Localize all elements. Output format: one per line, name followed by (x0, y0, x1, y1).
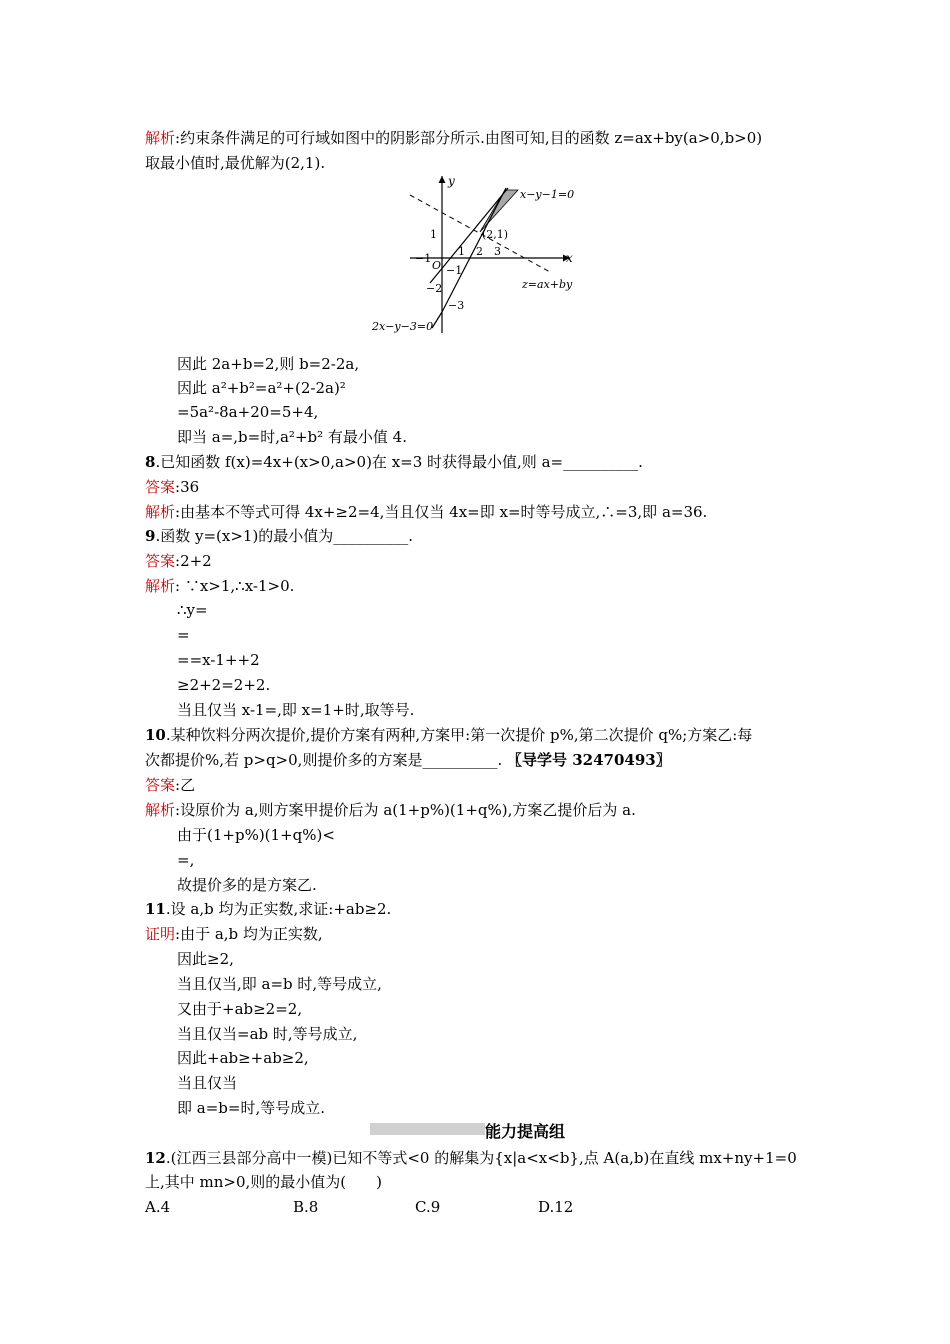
intro-line-1: 解析:约束条件满足的可行域如图中的阴影部分所示.由图可知,目的函数 z=ax+by(a>0,b>0) (145, 129, 763, 147)
choice-c: C.9 (415, 1198, 441, 1216)
step-11-4: 当且仅当=ab 时,等号成立, (177, 1025, 358, 1043)
tick-x-3: 3 (494, 245, 501, 258)
choice-b: B.8 (293, 1198, 319, 1216)
step-11-1: 因此≥2, (177, 950, 234, 968)
tick-x-2: 2 (476, 245, 483, 258)
step-9-2: = (177, 626, 190, 644)
answer-8: 答案:36 (145, 478, 200, 496)
line-2x-y-3-label: 2x−y−3=0 (372, 320, 434, 333)
answer-9: 答案:2+2 (145, 552, 212, 570)
step-11-2: 当且仅当,即 a=b 时,等号成立, (177, 975, 382, 993)
step-9-5: 当且仅当 x-1=,即 x=1+时,取等号. (177, 701, 415, 719)
tick-y-neg3: −3 (448, 299, 465, 312)
axis-y-label: y (448, 174, 455, 188)
axis-x-label: x (566, 251, 573, 265)
analysis-10: 解析:设原价为 a,则方案甲提价后为 a(1+p%)(1+q%),方案乙提价后为 a. (145, 801, 636, 819)
intro-line-2: 取最小值时,最优解为(2,1). (145, 154, 326, 172)
step-9-1: ∴y= (177, 601, 208, 619)
choice-a: A.4 (145, 1198, 171, 1216)
step-a-1: 因此 2a+b=2,则 b=2-2a, (177, 355, 360, 373)
proof-11: 证明:由于 a,b 均为正实数, (145, 925, 323, 943)
line-2x-y-3-tail (432, 312, 442, 328)
feasible-region-graph (370, 170, 580, 335)
step-11-5: 因此+ab≥+ab≥2, (177, 1049, 309, 1067)
tick-x-1: 1 (458, 245, 465, 258)
section-bar (370, 1123, 485, 1135)
analysis-8: 解析:由基本不等式可得 4x+≥2=4,当且仅当 4x=即 x=时等号成立,∴=3,即 a=36. (145, 503, 708, 521)
question-10-line-2: 次都提价%,若 p>q>0,则提价多的方案是__________. 〖导学号 32470493〗 (145, 751, 671, 769)
analysis-label: 解析 (145, 129, 176, 147)
origin-label: O (432, 259, 442, 272)
question-9: 9.函数 y=(x>1)的最小值为__________. (145, 527, 414, 545)
guide-number: 〖导学号 32470493〗 (506, 751, 671, 769)
step-9-4: ≥2+2=2+2. (177, 676, 271, 694)
analysis-9: 解析: ∵x>1,∴x-1>0. (145, 577, 295, 595)
choice-d: D.12 (538, 1198, 574, 1216)
step-10-3: 故提价多的是方案乙. (177, 876, 317, 894)
step-11-3: 又由于+ab≥2=2, (177, 1000, 303, 1018)
section-title: 能力提高组 (485, 1122, 566, 1141)
tick-y-1: 1 (430, 228, 437, 241)
tick-y-neg2: −2 (426, 282, 443, 295)
objective-line-label: z=ax+by (522, 278, 573, 291)
question-8: 8.已知函数 f(x)=4x+(x>0,a>0)在 x=3 时获得最小值,则 a=__________. (145, 453, 643, 471)
answer-10: 答案:乙 (145, 776, 196, 794)
feasible-region (480, 190, 518, 232)
tick-y-neg1: −1 (446, 264, 463, 277)
step-a-4: 即当 a=,b=时,a²+b² 有最小值 4. (177, 428, 407, 446)
line-x-y-1-label: x−y−1=0 (520, 188, 575, 201)
point-label: (2,1) (482, 228, 509, 241)
question-12-line-2: 上,其中 mn>0,则的最小值为( ) (145, 1173, 383, 1191)
question-12-line-1: 12.(江西三县部分高中一模)已知不等式<0 的解集为{x|a<x<b},点 A(a,b)在直线 mx+ny+1=0 (145, 1149, 797, 1167)
question-11: 11.设 a,b 均为正实数,求证:+ab≥2. (145, 900, 392, 918)
step-11-6: 当且仅当 (177, 1074, 238, 1092)
tick-x-neg1: −1 (415, 252, 432, 265)
step-10-1: 由于(1+p%)(1+q%)< (177, 826, 335, 844)
step-10-2: =, (177, 851, 195, 869)
step-9-3: ==x-1++2 (177, 651, 260, 669)
step-a-3: =5a²-8a+20=5+4, (177, 403, 319, 421)
question-10-line-1: 10.某种饮料分两次提价,提价方案有两种,方案甲:第一次提价 p%,第二次提价 q%;方案乙:每 (145, 726, 753, 744)
step-a-2: 因此 a²+b²=a²+(2-2a)² (177, 379, 346, 397)
step-11-7: 即 a=b=时,等号成立. (177, 1099, 325, 1117)
